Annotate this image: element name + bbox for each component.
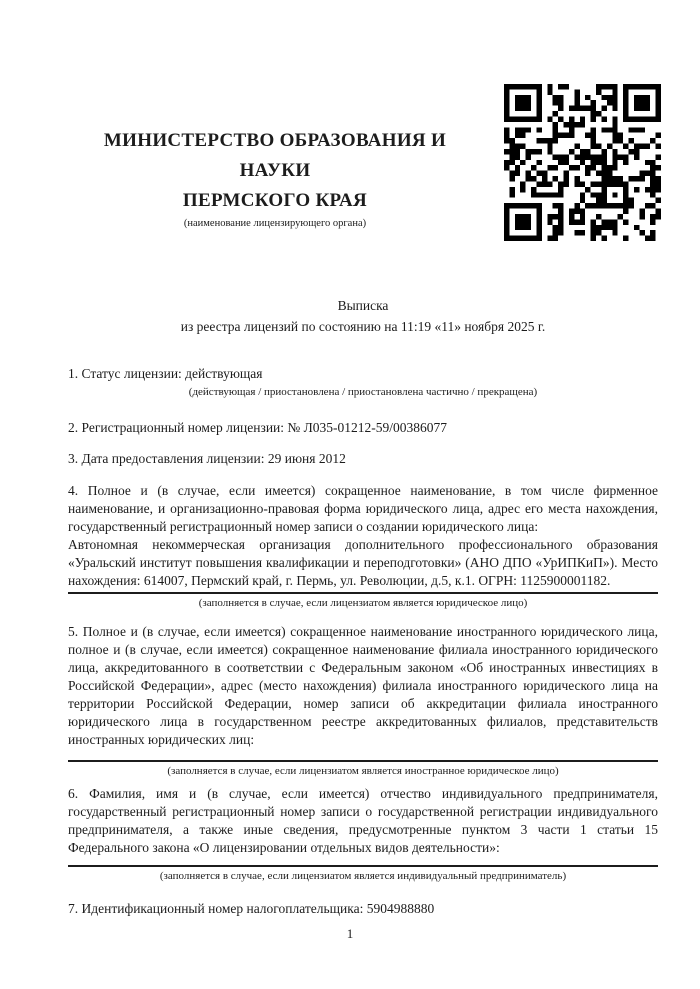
foreign-entity-question: 5. Полное и (в случае, если имеется) сокращенное наименование иностранного юридического лица, полное и (в случае, если имеется) сокращенное наименование филиала иностранного юридического лица, аккредитованного в соответствии с Федеральным законом «Об иностранных инвестициях в Российской Федерации», адрес (место нахождения) филиала иностранного юридического лица на территории Российской Федерации, номер записи об аккредитации филиала иностранного юридического лица в государственном реестре аккредитованных филиалов, представительств иностранных юридических лиц: <box>68 624 658 747</box>
license-status-options-caption: (действующая / приостановлена / приостановлена частично / прекращена) <box>188 386 538 398</box>
licensing-authority-caption: (наименование лицензирующего органа) <box>183 218 367 229</box>
item-2-registration-number <box>68 419 658 437</box>
fill-in-line <box>68 865 658 867</box>
ministry-name-line1: МИНИСТЕРСТВО ОБРАЗОВАНИЯ И НАУКИ <box>103 130 447 181</box>
licensing-authority-header <box>68 126 482 231</box>
fill-in-line <box>68 760 658 762</box>
legal-entity-question: 4. Полное и (в случае, если имеется) сокращенное наименование, в том числе фирменное наименование, и организационно-правовая форма юридического лица, адрес его места нахождения, государственный регистрационный номер записи о создании юридического лица: <box>68 483 658 534</box>
item-4-legal-entity <box>68 482 658 611</box>
entrepreneur-caption: (заполняется в случае, если лицензиатом является индивидуальный предприниматель) <box>159 870 567 882</box>
document-title-line2: из реестра лицензий по состоянию на 11:19 «11» ноября 2025 г. <box>180 319 546 334</box>
item-7-taxpayer-number <box>68 900 658 918</box>
blank-value-space <box>68 857 658 863</box>
item-3-grant-date <box>68 450 658 468</box>
foreign-entity-caption: (заполняется в случае, если лицензиатом является иностранное юридическое лицо) <box>167 765 559 777</box>
legal-entity-caption: (заполняется в случае, если лицензиатом является юридическое лицо) <box>198 597 528 609</box>
item-1-license-status <box>68 365 658 400</box>
taxpayer-number-text: 7. Идентификационный номер налогоплательщика: 5904988880 <box>68 901 435 916</box>
document-title-line1: Выписка <box>337 298 389 313</box>
ministry-name-line2: ПЕРМСКОГО КРАЯ <box>182 190 368 211</box>
entrepreneur-question: 6. Фамилия, имя и (в случае, если имеется) отчество индивидуального предпринимателя, государственный регистрационный номер записи о государственной регистрации индивидуального предпринимателя, а также иные сведения, предусмотренные пунктом 3 части 1 статьи 15 Федерального закона «О лицензировании отдельных видов деятельности»: <box>68 786 658 855</box>
document-title <box>68 295 658 337</box>
item-6-individual-entrepreneur <box>68 785 658 884</box>
license-status-text: 1. Статус лицензии: действующая <box>68 366 263 381</box>
qr-code <box>504 84 661 241</box>
fill-in-line <box>68 592 658 594</box>
registration-number-text: 2. Регистрационный номер лицензии: № Л035-01212-59/00386077 <box>68 420 448 435</box>
grant-date-text: 3. Дата предоставления лицензии: 29 июня 2012 <box>68 451 346 466</box>
ministry-name <box>68 126 482 216</box>
page-number: 1 <box>346 926 354 941</box>
legal-entity-value: Автономная некоммерческая организация дополнительного профессионального образования «Уральский институт повышения квалификации и переподготовки» (АНО ДПО «УрИПКиП»). Место нахождения: 614007, Пермский край, г. Пермь, ул. Революции, д.5, к.1. ОГРН: 1125900001182. <box>68 537 658 588</box>
item-5-foreign-entity <box>68 623 658 779</box>
blank-value-space <box>68 749 658 758</box>
